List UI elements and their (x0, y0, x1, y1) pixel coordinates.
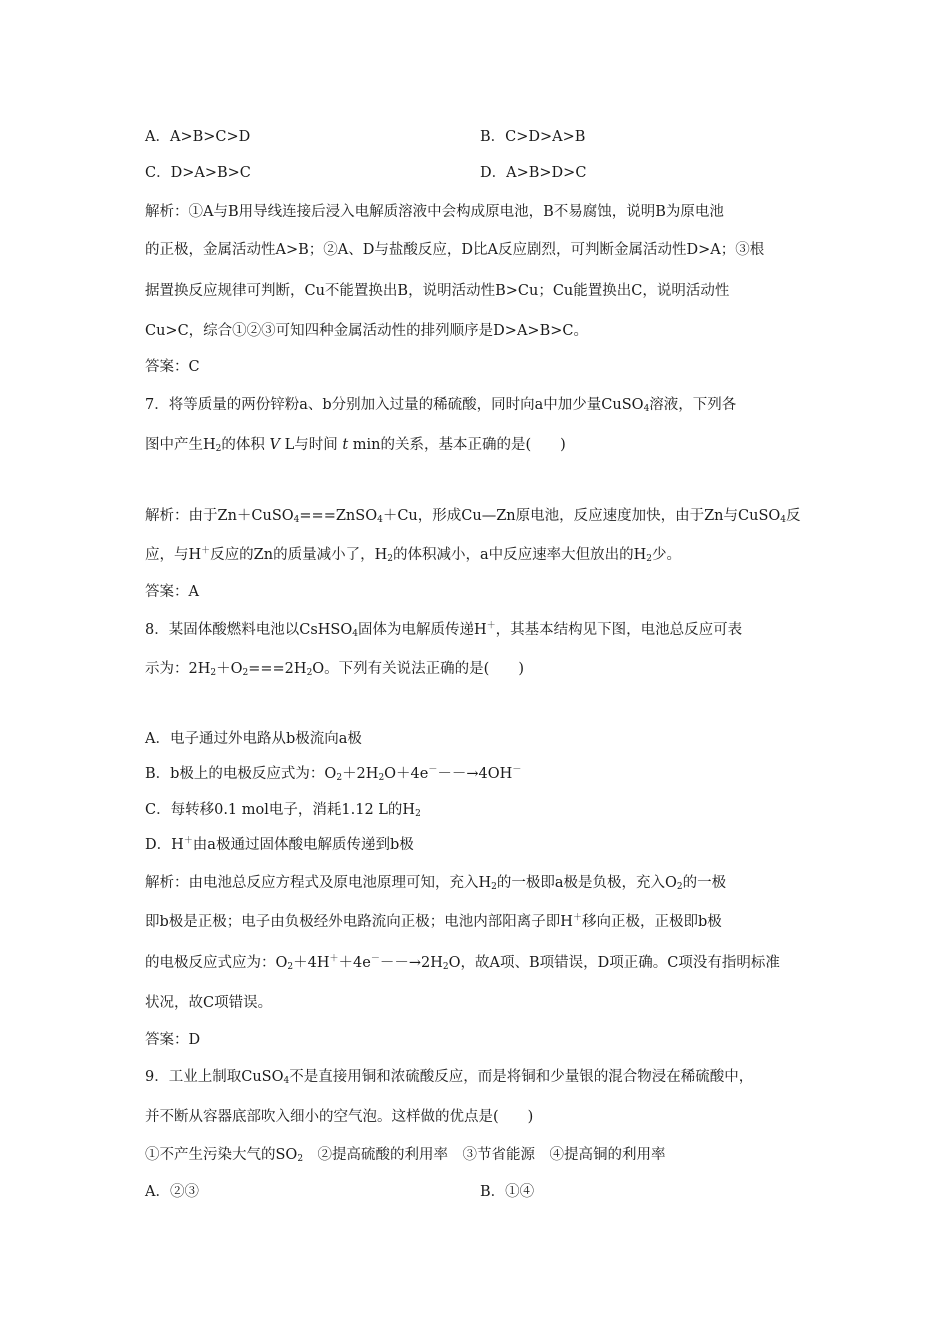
q8-option-c: C．每转移0.1 mol电子，消耗1.12 L的$H_2$ (145, 802, 421, 819)
q8-answer: 答案：D (145, 1032, 201, 1048)
q7-question-line-1: 7．将等质量的两份锌粉a、b分别加入过量的稀硫酸，同时向a中加少量CuSO$_4$溶液，下列各 (145, 397, 737, 414)
q9-question-line-3: ①不产生污染大气的$SO_2$ ②提高硫酸的利用率 ③节省能源 ④提高铜的利用率 (145, 1147, 666, 1164)
q8-explanation-line-1: 解析：由电池总反应方程式及原电池原理可知，充入$H_2$的一极即a极是负极，充入$O_2$的一极 (145, 875, 727, 892)
q6-option-b: B．C>D>A>B (480, 129, 586, 145)
q7-question-line-2: 图中产生$H_2$的体积 V L与时间 t min的关系，基本正确的是( ) (145, 437, 566, 454)
q8-option-b: B．b极上的电极反应式为：$O_2+2H_2O+4e^---\to 4OH^-$ (145, 765, 522, 783)
q6-explanation-line-2: 的正极，金属活动性A>B；②A、D与盐酸反应，D比A反应剧烈，可判断金属活动性D>A；③根 (145, 242, 765, 258)
q8-option-a: A．电子通过外电路从b极流向a极 (145, 731, 362, 747)
q9-option-b: B．①④ (480, 1184, 535, 1200)
q6-option-d: D．A>B>D>C (480, 165, 587, 181)
q9-question-line-2: 并不断从容器底部吹入细小的空气泡。这样做的优点是( ) (145, 1109, 534, 1125)
q6-explanation-line-4: Cu>C，综合①②③可知四种金属活动性的排列顺序是D>A>B>C。 (145, 323, 588, 339)
q6-option-c: C．D>A>B>C (145, 165, 251, 181)
q8-question-line-1: 8．某固体酸燃料电池以CsHSO$_4$固体为电解质传递H＋，其基本结构见下图，电池总反应可表 (145, 621, 743, 639)
q7-explanation-line-1: 解析：由于Zn＋CuSO$_4$===ZnSO$_4$＋Cu，形成Cu—Zn原电池，反应速度加快，由于Zn与CuSO$_4$反 (145, 508, 801, 525)
q8-option-d: D．H＋由a极通过固体酸电解质传递到b极 (145, 836, 414, 853)
q8-explanation-line-4: 状况，故C项错误。 (145, 995, 273, 1011)
q6-explanation-line-1: 解析：①A与B用导线连接后浸入电解质溶液中会构成原电池，B不易腐蚀，说明B为原电池 (145, 204, 724, 220)
q7-explanation-line-2: 应，与H＋反应的Zn的质量减小了，$H_2$的体积减小，a中反应速率大但放出的$H_2$少。 (145, 546, 681, 564)
q8-explanation-line-3: 的电极反应式应为：$O_2+4H^++4e^---\to 2H_2O$，故A项、B项错误，D项正确。C项没有指明标准 (145, 954, 780, 972)
q6-explanation-line-3: 据置换反应规律可判断，Cu不能置换出B，说明活动性B>Cu；Cu能置换出C，说明活动性 (145, 283, 730, 299)
q8-question-line-2: 示为：$2H_2+O_2===2H_2O$。下列有关说法正确的是( ) (145, 661, 524, 678)
q7-answer: 答案：A (145, 584, 199, 600)
q6-answer: 答案：C (145, 359, 200, 375)
q9-question-line-1: 9．工业上制取CuSO$_4$不是直接用铜和浓硫酸反应，而是将铜和少量银的混合物浸在稀硫酸中， (145, 1069, 754, 1086)
q8-explanation-line-2: 即b极是正极；电子由负极经外电路流向正极；电池内部阳离子即H＋移向正极，正极即b极 (145, 913, 722, 930)
q9-option-a: A．②③ (145, 1184, 199, 1200)
q6-option-a: A．A>B>C>D (145, 129, 251, 145)
